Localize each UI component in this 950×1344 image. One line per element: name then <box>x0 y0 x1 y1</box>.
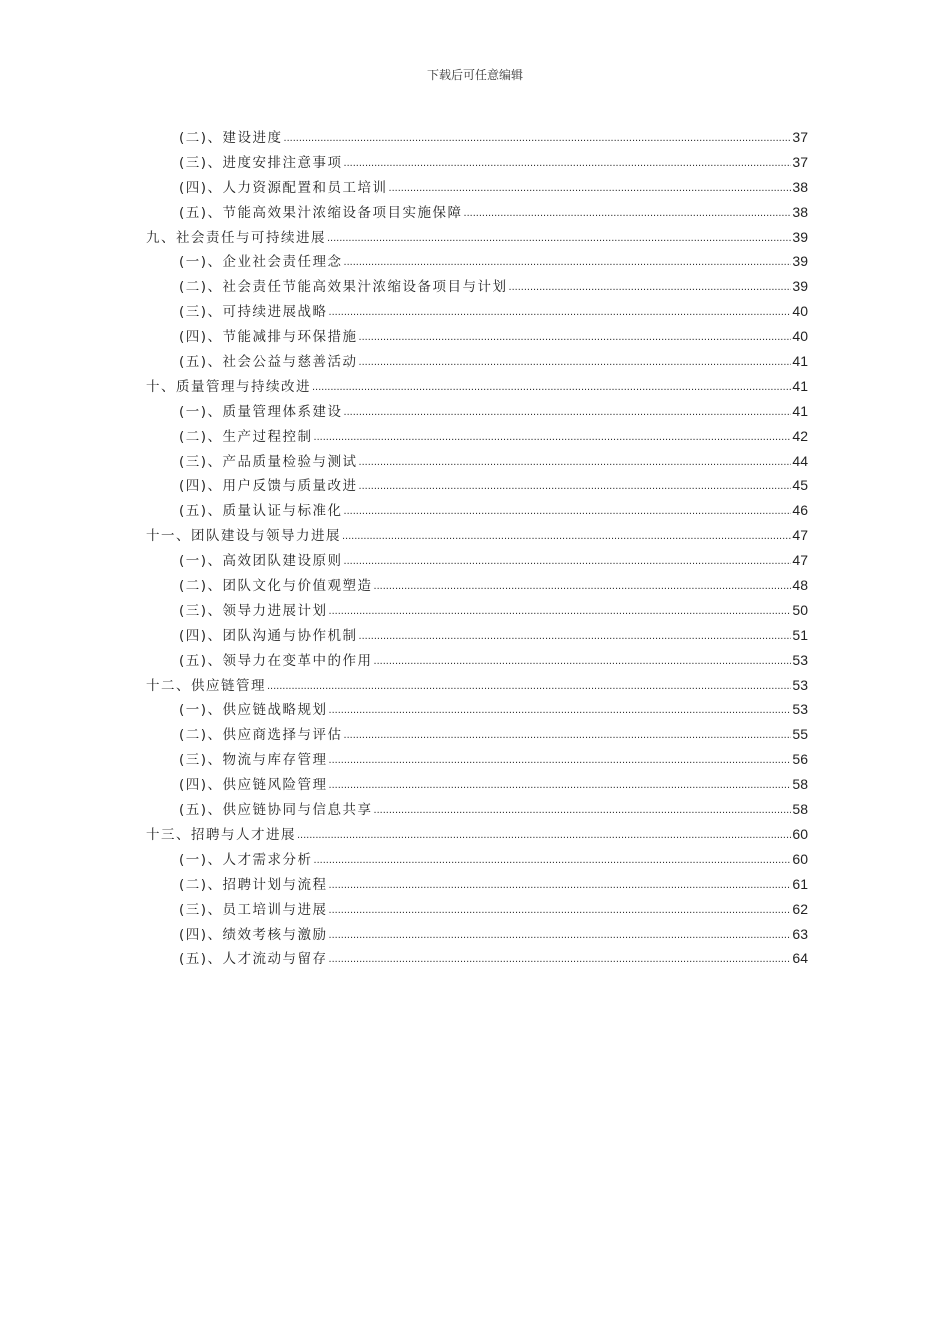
toc-entry-page-number: 61 <box>792 875 808 892</box>
toc-entry-label: 十二、供应链管理 <box>146 677 266 694</box>
toc-entry-page-number: 41 <box>792 402 808 419</box>
toc-dot-leader <box>314 425 792 450</box>
toc-entry-label: 十一、团队建设与领导力进展 <box>146 528 341 545</box>
toc-entry-label: 十、质量管理与持续改进 <box>146 378 311 395</box>
toc-entry-label: (二)、建设进度 <box>179 130 283 146</box>
toc-entry-label: (三)、可持续进展战略 <box>179 304 328 321</box>
toc-dot-leader <box>359 624 792 649</box>
toc-entry-page-number: 55 <box>792 726 808 743</box>
toc-entry-label: (三)、员工培训与进展 <box>179 901 328 918</box>
toc-dot-leader <box>359 450 792 475</box>
toc-entry-label: (二)、招聘计划与流程 <box>179 876 328 893</box>
toc-entry-label: (五)、社会公益与慈善活动 <box>179 354 358 371</box>
toc-chapter-entry[interactable] <box>146 822 808 847</box>
toc-entry-page-number: 42 <box>792 427 808 444</box>
toc-dot-leader <box>267 674 791 699</box>
toc-entry-page-number: 39 <box>792 278 808 295</box>
toc-section-entry[interactable] <box>146 797 808 822</box>
toc-section-entry[interactable] <box>146 200 808 225</box>
toc-entry-label: (一)、供应链战略规划 <box>179 702 328 719</box>
toc-section-entry[interactable] <box>146 772 808 797</box>
toc-dot-leader <box>329 748 792 773</box>
toc-section-entry[interactable] <box>146 249 808 274</box>
toc-entry-page-number: 39 <box>792 253 808 270</box>
toc-section-entry[interactable] <box>146 274 808 299</box>
toc-entry-label: (四)、人力资源配置和员工培训 <box>179 179 388 196</box>
toc-dot-leader <box>329 947 792 972</box>
toc-dot-leader <box>329 599 792 624</box>
toc-dot-leader <box>329 923 792 948</box>
toc-entry-label: (三)、进度安排注意事项 <box>179 154 343 171</box>
toc-entry-label: (五)、供应链协同与信息共享 <box>179 802 373 819</box>
toc-section-entry[interactable] <box>146 946 808 971</box>
toc-entry-label: (四)、供应链风险管理 <box>179 777 328 794</box>
table-of-contents <box>146 125 808 971</box>
toc-dot-leader <box>329 873 792 898</box>
toc-entry-label: (四)、节能减排与环保措施 <box>179 329 358 346</box>
toc-entry-page-number: 64 <box>792 950 808 967</box>
toc-chapter-entry[interactable] <box>146 374 808 399</box>
toc-entry-page-number: 58 <box>792 801 808 818</box>
toc-dot-leader <box>284 126 792 151</box>
toc-entry-label: (一)、人才需求分析 <box>179 851 313 868</box>
toc-entry-page-number: 38 <box>792 203 808 220</box>
toc-entry-label: 九、社会责任与可持续进展 <box>146 229 326 246</box>
toc-entry-page-number: 63 <box>792 925 808 942</box>
toc-section-entry[interactable] <box>146 473 808 498</box>
toc-entry-page-number: 58 <box>792 776 808 793</box>
toc-section-entry[interactable] <box>146 399 808 424</box>
toc-dot-leader <box>374 574 792 599</box>
toc-dot-leader <box>374 798 792 823</box>
page-header: 下载后可任意编辑 <box>426 68 523 82</box>
toc-section-entry[interactable] <box>146 897 808 922</box>
toc-entry-page-number: 50 <box>792 601 808 618</box>
toc-entry-label: (四)、团队沟通与协作机制 <box>179 627 358 644</box>
toc-entry-page-number: 45 <box>792 477 808 494</box>
toc-dot-leader <box>389 176 792 201</box>
toc-entry-page-number: 40 <box>792 303 808 320</box>
toc-entry-page-number: 46 <box>792 502 808 519</box>
toc-dot-leader <box>327 226 791 251</box>
toc-dot-leader <box>329 773 792 798</box>
toc-entry-label: (三)、物流与库存管理 <box>179 752 328 769</box>
toc-section-entry[interactable] <box>146 349 808 374</box>
toc-entry-label: (二)、团队文化与价值观塑造 <box>179 578 373 595</box>
toc-dot-leader <box>509 275 792 300</box>
toc-entry-page-number: 44 <box>792 452 808 469</box>
toc-entry-label: (三)、领导力进展计划 <box>179 602 328 619</box>
toc-entry-label: (四)、绩效考核与激励 <box>179 926 328 943</box>
toc-entry-page-number: 39 <box>792 228 808 245</box>
toc-dot-leader <box>344 151 792 176</box>
toc-entry-page-number: 37 <box>792 129 808 145</box>
toc-chapter-entry[interactable] <box>146 673 808 698</box>
toc-dot-leader <box>312 375 791 400</box>
toc-dot-leader <box>342 524 791 549</box>
toc-section-entry[interactable] <box>146 498 808 523</box>
toc-section-entry[interactable] <box>146 324 808 349</box>
toc-dot-leader <box>329 698 792 723</box>
toc-entry-page-number: 53 <box>792 701 808 718</box>
toc-entry-page-number: 51 <box>792 626 808 643</box>
toc-section-entry[interactable] <box>146 548 808 573</box>
toc-section-entry[interactable] <box>146 573 808 598</box>
toc-dot-leader <box>344 499 792 524</box>
toc-entry-label: (二)、供应商选择与评估 <box>179 727 343 744</box>
toc-section-entry[interactable] <box>146 449 808 474</box>
toc-entry-label: (二)、生产过程控制 <box>179 428 313 445</box>
toc-entry-label: (五)、领导力在变革中的作用 <box>179 652 373 669</box>
toc-entry-page-number: 56 <box>792 751 808 768</box>
toc-entry-page-number: 53 <box>792 651 808 668</box>
toc-section-entry[interactable] <box>146 922 808 947</box>
toc-entry-page-number: 60 <box>792 825 808 842</box>
toc-dot-leader <box>359 350 792 375</box>
toc-dot-leader <box>344 250 792 275</box>
toc-entry-page-number: 53 <box>792 676 808 693</box>
toc-section-entry[interactable] <box>146 747 808 772</box>
toc-entry-label: (三)、产品质量检验与测试 <box>179 453 358 470</box>
toc-section-entry[interactable] <box>146 623 808 648</box>
toc-dot-leader <box>314 848 792 873</box>
toc-dot-leader <box>359 474 792 499</box>
toc-entry-label: 十三、招聘与人才进展 <box>146 826 296 843</box>
toc-entry-label: (四)、用户反馈与质量改进 <box>179 478 358 495</box>
toc-dot-leader <box>297 823 791 848</box>
toc-entry-page-number: 62 <box>792 900 808 917</box>
toc-section-entry[interactable] <box>146 697 808 722</box>
toc-section-entry[interactable] <box>146 722 808 747</box>
toc-entry-page-number: 47 <box>792 527 808 544</box>
toc-dot-leader <box>329 300 792 325</box>
toc-entry-label: (一)、企业社会责任理念 <box>179 254 343 271</box>
toc-dot-leader <box>344 723 792 748</box>
toc-section-entry[interactable] <box>146 847 808 872</box>
toc-entry-label: (五)、节能高效果汁浓缩设备项目实施保障 <box>179 204 463 221</box>
toc-chapter-entry[interactable] <box>146 225 808 250</box>
toc-entry-page-number: 37 <box>792 153 808 170</box>
toc-dot-leader <box>359 325 792 350</box>
toc-section-entry[interactable] <box>146 175 808 200</box>
toc-section-entry[interactable] <box>146 648 808 673</box>
toc-section-entry[interactable] <box>146 598 808 623</box>
toc-entry-label: (二)、社会责任节能高效果汁浓缩设备项目与计划 <box>179 279 508 296</box>
toc-entry-page-number: 40 <box>792 328 808 345</box>
toc-dot-leader <box>329 898 792 923</box>
toc-section-entry[interactable] <box>146 424 808 449</box>
toc-entry-page-number: 38 <box>792 178 808 195</box>
toc-entry-page-number: 47 <box>792 552 808 569</box>
toc-entry-label: (五)、人才流动与留存 <box>179 951 328 968</box>
toc-dot-leader <box>344 549 792 574</box>
toc-entry-label: (五)、质量认证与标准化 <box>179 503 343 520</box>
toc-entry-page-number: 41 <box>792 353 808 370</box>
toc-entry-page-number: 48 <box>792 577 808 594</box>
toc-chapter-entry[interactable] <box>146 523 808 548</box>
toc-dot-leader <box>374 649 792 674</box>
toc-section-entry[interactable] <box>146 872 808 897</box>
toc-dot-leader <box>464 201 792 226</box>
toc-section-entry[interactable] <box>146 125 808 150</box>
toc-entry-page-number: 60 <box>792 850 808 867</box>
toc-entry-label: (一)、高效团队建设原则 <box>179 553 343 570</box>
toc-dot-leader <box>344 400 792 425</box>
toc-section-entry[interactable] <box>146 299 808 324</box>
toc-entry-page-number: 41 <box>792 377 808 394</box>
toc-entry-label: (一)、质量管理体系建设 <box>179 403 343 420</box>
toc-section-entry[interactable] <box>146 150 808 175</box>
